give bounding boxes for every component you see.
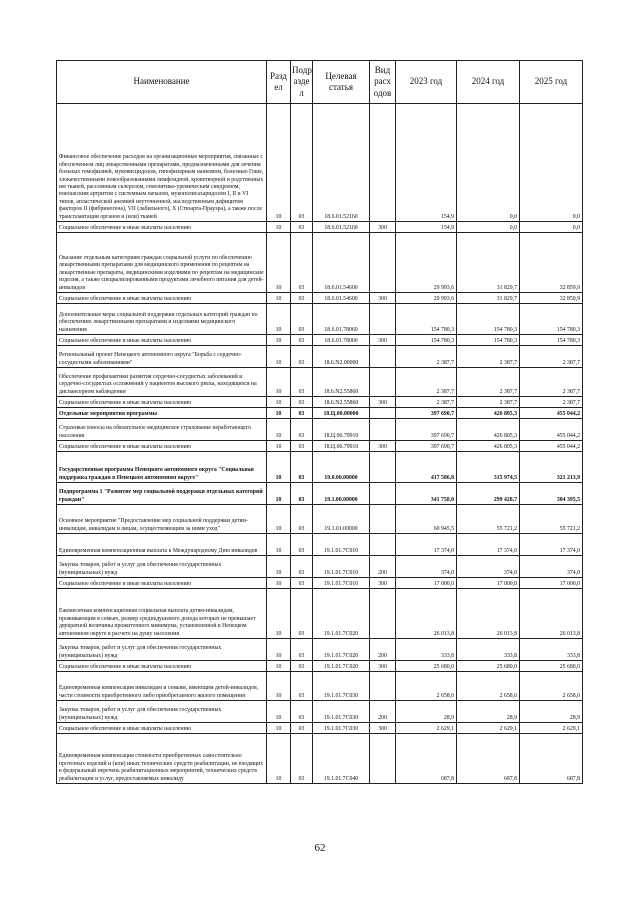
table-row xyxy=(57,408,583,419)
row-value-2023: 26 013,8 xyxy=(396,589,457,639)
row-value-2024: 299 428,7 xyxy=(457,483,520,505)
row-subsection: 03 xyxy=(291,505,313,534)
row-target: 18.6.01.54600 xyxy=(313,233,370,293)
row-subsection: 03 xyxy=(291,104,313,222)
row-expense-type xyxy=(370,304,396,335)
row-value-2024: 374,0 xyxy=(457,556,520,578)
row-name: Основное мероприятие "Предоставление мер социальной поддержки детям-инвалидам, инвалидам и лицам, осуществляющим за ними уход" xyxy=(57,505,267,534)
row-value-2024: 154 780,3 xyxy=(457,335,520,346)
header-2025: 2025 год xyxy=(520,61,583,104)
row-target: 19.1.00.00000 xyxy=(313,483,370,505)
row-expense-type: 200 xyxy=(370,701,396,723)
row-target: 18.Ц.00.00000 xyxy=(313,408,370,419)
row-target: 18.6.N2.55860 xyxy=(313,368,370,397)
header-expense-type: Вид расх одов xyxy=(370,61,396,104)
row-value-2023: 29 993,6 xyxy=(396,233,457,293)
row-value-2024: 426 805,3 xyxy=(457,441,520,452)
row-target: 18.6.01.78060 xyxy=(313,335,370,346)
table-header-row xyxy=(57,61,583,104)
row-subsection: 03 xyxy=(291,672,313,701)
row-name: Социальное обеспечение и иные выплаты населению xyxy=(57,293,267,304)
row-name: Финансовое обеспечение расходов на организационные мероприятия, связанные с обеспечением лиц лекарственными препаратами, предназначенными для лечения больных гемофилией, муковисцидозом, гипофизарным нанизмом, болезнью Гоше, злокачественными новообразованиями лимфоидной, кроветворной и родственных им тканей, рассеянным склерозом, гемолитико-уремическим синдромом, юношеским артритом с системным началом, мукополисахаридозом I, II и VI типов, апластической анемией неуточненной, наследственным дефицитом факторов II (фибриногена), VII (лабильного), X (Стюарта-Прауэра), а также после трансплантации органов и (или) тканей xyxy=(57,104,267,222)
table-row xyxy=(57,723,583,734)
row-value-2025: 2 387,7 xyxy=(520,397,583,408)
row-section: 10 xyxy=(267,723,291,734)
row-value-2024: 2 387,7 xyxy=(457,346,520,368)
row-expense-type xyxy=(370,452,396,483)
row-expense-type: 300 xyxy=(370,293,396,304)
row-target: 19.1.01.7С020 xyxy=(313,639,370,661)
row-expense-type: 300 xyxy=(370,335,396,346)
row-subsection: 03 xyxy=(291,578,313,589)
row-value-2024: 426 805,3 xyxy=(457,408,520,419)
row-section: 10 xyxy=(267,483,291,505)
row-value-2023: 154 780,3 xyxy=(396,335,457,346)
row-value-2024: 315 974,5 xyxy=(457,452,520,483)
row-value-2024: 17 374,0 xyxy=(457,534,520,556)
row-value-2024: 0,0 xyxy=(457,104,520,222)
table-row xyxy=(57,397,583,408)
row-target: 19.1.01.7С030 xyxy=(313,672,370,701)
row-section: 10 xyxy=(267,701,291,723)
row-name: Социальное обеспечение и иные выплаты населению xyxy=(57,661,267,672)
row-name: Социальное обеспечение и иные выплаты населению xyxy=(57,222,267,233)
row-target: 18.6.01.52160 xyxy=(313,104,370,222)
row-subsection: 03 xyxy=(291,368,313,397)
row-expense-type: 300 xyxy=(370,723,396,734)
row-value-2025: 333,8 xyxy=(520,639,583,661)
row-value-2023: 397 690,7 xyxy=(396,419,457,441)
row-name: Региональный проект Ненецкого автономного округа "Борьба с сердечно-сосудистыми заболеваниями" xyxy=(57,346,267,368)
table-row xyxy=(57,304,583,335)
row-subsection: 03 xyxy=(291,639,313,661)
row-value-2023: 60 945,5 xyxy=(396,505,457,534)
row-section: 10 xyxy=(267,335,291,346)
row-subsection: 03 xyxy=(291,408,313,419)
row-expense-type xyxy=(370,483,396,505)
row-name: Единовременная компенсационная выплата к Международному Дню инвалидов xyxy=(57,534,267,556)
header-section: Разд ел xyxy=(267,61,291,104)
row-value-2023: 2 387,7 xyxy=(396,397,457,408)
row-expense-type: 300 xyxy=(370,397,396,408)
row-value-2025: 455 044,2 xyxy=(520,441,583,452)
row-section: 10 xyxy=(267,452,291,483)
row-value-2024: 154 780,3 xyxy=(457,304,520,335)
row-name: Закупка товаров, работ и услуг для обеспечения государственных (муниципальных) нужд xyxy=(57,556,267,578)
row-section: 10 xyxy=(267,293,291,304)
row-value-2023: 28,9 xyxy=(396,701,457,723)
row-value-2025: 2 629,1 xyxy=(520,723,583,734)
row-value-2024: 2 387,7 xyxy=(457,368,520,397)
row-expense-type xyxy=(370,233,396,293)
table-row xyxy=(57,556,583,578)
row-section: 10 xyxy=(267,441,291,452)
row-value-2024: 2 658,0 xyxy=(457,672,520,701)
row-expense-type: 300 xyxy=(370,661,396,672)
row-subsection: 03 xyxy=(291,222,313,233)
table-row xyxy=(57,104,583,222)
row-name: Социальное обеспечение и иные выплаты населению xyxy=(57,723,267,734)
row-value-2023: 333,8 xyxy=(396,639,457,661)
row-value-2025: 154 780,3 xyxy=(520,304,583,335)
row-value-2023: 2 629,1 xyxy=(396,723,457,734)
row-value-2025: 32 859,9 xyxy=(520,233,583,293)
row-section: 10 xyxy=(267,734,291,784)
table-row xyxy=(57,293,583,304)
row-value-2025: 32 859,9 xyxy=(520,293,583,304)
row-target: 19.1.01.7С020 xyxy=(313,661,370,672)
row-name: Закупка товаров, работ и услуг для обеспечения государственных (муниципальных) нужд xyxy=(57,639,267,661)
row-value-2023: 154,9 xyxy=(396,222,457,233)
row-name: Страховые взносы на обязательное медицинское страхование неработающего населения xyxy=(57,419,267,441)
row-subsection: 03 xyxy=(291,441,313,452)
row-section: 10 xyxy=(267,578,291,589)
table-body xyxy=(57,104,583,784)
table-row xyxy=(57,534,583,556)
row-value-2025: 374,0 xyxy=(520,556,583,578)
table-row xyxy=(57,589,583,639)
row-value-2023: 29 993,6 xyxy=(396,293,457,304)
row-expense-type: 300 xyxy=(370,441,396,452)
row-subsection: 03 xyxy=(291,723,313,734)
row-value-2024: 55 721,2 xyxy=(457,505,520,534)
row-target: 19.1.01.7С010 xyxy=(313,534,370,556)
row-target: 19.0.00.00000 xyxy=(313,452,370,483)
row-value-2023: 687,8 xyxy=(396,734,457,784)
page-number: 62 xyxy=(314,842,326,854)
table-row xyxy=(57,368,583,397)
row-subsection: 03 xyxy=(291,452,313,483)
row-value-2025: 304 395,5 xyxy=(520,483,583,505)
row-target: 19.1.01.7С030 xyxy=(313,701,370,723)
row-value-2024: 333,8 xyxy=(457,639,520,661)
row-value-2023: 374,0 xyxy=(396,556,457,578)
row-target: 18.6.01.54600 xyxy=(313,293,370,304)
row-name: Дополнительные меры социальной поддержки отдельных категорий граждан по обеспечению лекарственными препаратами и изделиями медицинского назначения xyxy=(57,304,267,335)
row-name: Социальное обеспечение и иные выплаты населению xyxy=(57,441,267,452)
header-name: Наименование xyxy=(57,61,267,104)
row-section: 10 xyxy=(267,556,291,578)
table-row xyxy=(57,734,583,784)
row-subsection: 03 xyxy=(291,304,313,335)
row-value-2025: 28,9 xyxy=(520,701,583,723)
row-subsection: 03 xyxy=(291,661,313,672)
row-value-2023: 2 658,0 xyxy=(396,672,457,701)
row-target: 18.6.N2.55860 xyxy=(313,397,370,408)
table-row xyxy=(57,441,583,452)
row-target: 18.6.N2.00000 xyxy=(313,346,370,368)
row-value-2025: 455 044,2 xyxy=(520,408,583,419)
row-value-2025: 26 013,8 xyxy=(520,589,583,639)
row-value-2024: 0,0 xyxy=(457,222,520,233)
row-target: 19.1.01.7С030 xyxy=(313,723,370,734)
row-value-2024: 687,8 xyxy=(457,734,520,784)
row-value-2023: 25 680,0 xyxy=(396,661,457,672)
row-section: 10 xyxy=(267,639,291,661)
row-name: Ежемесячная компенсационная социальная выплата детям-инвалидам, проживающим в семьях, размер среднедушевого дохода которых не превышает двукратной величины прожиточного минимума, установленной в Ненецком автономном округе в расчете на душу населения xyxy=(57,589,267,639)
row-value-2025: 17 374,0 xyxy=(520,534,583,556)
table-row xyxy=(57,672,583,701)
row-value-2024: 426 805,3 xyxy=(457,419,520,441)
row-value-2025: 154 780,3 xyxy=(520,335,583,346)
row-name: Оказание отдельным категориям граждан социальной услуги по обеспечению лекарственными препаратами для медицинского применения по рецептам на лекарственные препараты, медицинскими изделиями по рецептам на медицинские изделия, а также специализированными продуктами лечебного питания для детей-инвалидов xyxy=(57,233,267,293)
row-value-2023: 2 387,7 xyxy=(396,346,457,368)
row-expense-type xyxy=(370,534,396,556)
row-value-2024: 2 629,1 xyxy=(457,723,520,734)
row-value-2023: 341 758,0 xyxy=(396,483,457,505)
row-subsection: 03 xyxy=(291,335,313,346)
row-value-2025: 25 680,0 xyxy=(520,661,583,672)
row-name: Единовременная компенсация стоимости приобретенных самостоятельно протезных изделий и (или) иных технических средств реабилитации, не входящих в федеральный перечень реабилитационных мероприятий, технических средств реабилитации и услуг, предоставляемых инвалиду xyxy=(57,734,267,784)
row-name: Обеспечение профилактики развития сердечно-сосудистых заболеваний и сердечно-сосудистых осложнений у пациентов высокого риска, находящихся на диспансерном наблюдении xyxy=(57,368,267,397)
row-value-2025: 687,8 xyxy=(520,734,583,784)
row-value-2023: 397 690,7 xyxy=(396,408,457,419)
row-value-2025: 55 721,2 xyxy=(520,505,583,534)
row-expense-type xyxy=(370,419,396,441)
row-subsection: 03 xyxy=(291,419,313,441)
table-row xyxy=(57,233,583,293)
row-section: 10 xyxy=(267,419,291,441)
header-subsection: Подр азде л xyxy=(291,61,313,104)
header-2024: 2024 год xyxy=(457,61,520,104)
row-value-2025: 0,0 xyxy=(520,222,583,233)
row-section: 10 xyxy=(267,408,291,419)
row-value-2023: 17 000,0 xyxy=(396,578,457,589)
row-subsection: 03 xyxy=(291,701,313,723)
row-target: 18.Ц.00.79910 xyxy=(313,441,370,452)
row-value-2023: 154,9 xyxy=(396,104,457,222)
row-target: 19.1.01.7С010 xyxy=(313,556,370,578)
row-expense-type xyxy=(370,368,396,397)
row-value-2023: 2 387,7 xyxy=(396,368,457,397)
row-expense-type: 200 xyxy=(370,556,396,578)
row-subsection: 03 xyxy=(291,483,313,505)
row-expense-type xyxy=(370,505,396,534)
row-name: Государственная программа Ненецкого автономного округа "Социальная поддержка граждан в Ненецком автономном округе" xyxy=(57,452,267,483)
row-expense-type xyxy=(370,104,396,222)
row-name: Единовременная компенсация инвалидам и семьям, имеющим детей-инвалидов, части стоимости приобретенного либо приобретаемого жилого помещения xyxy=(57,672,267,701)
row-value-2024: 31 829,7 xyxy=(457,233,520,293)
row-name: Закупка товаров, работ и услуг для обеспечения государственных (муниципальных) нужд xyxy=(57,701,267,723)
table-row xyxy=(57,701,583,723)
row-target: 19.1.01.7С040 xyxy=(313,734,370,784)
row-section: 10 xyxy=(267,661,291,672)
row-expense-type xyxy=(370,346,396,368)
row-target: 19.1.01.00000 xyxy=(313,505,370,534)
row-name: Социальное обеспечение и иные выплаты населению xyxy=(57,397,267,408)
row-target: 19.1.01.7С020 xyxy=(313,589,370,639)
row-section: 10 xyxy=(267,397,291,408)
row-section: 10 xyxy=(267,222,291,233)
row-section: 10 xyxy=(267,104,291,222)
row-section: 10 xyxy=(267,233,291,293)
row-value-2025: 0,0 xyxy=(520,104,583,222)
table-row xyxy=(57,578,583,589)
table-row xyxy=(57,639,583,661)
table-row xyxy=(57,505,583,534)
row-value-2023: 17 374,0 xyxy=(396,534,457,556)
row-subsection: 03 xyxy=(291,534,313,556)
row-value-2023: 397 690,7 xyxy=(396,441,457,452)
row-subsection: 03 xyxy=(291,734,313,784)
table-row xyxy=(57,483,583,505)
row-name: Отдельные мероприятия программы xyxy=(57,408,267,419)
row-section: 10 xyxy=(267,589,291,639)
row-section: 10 xyxy=(267,534,291,556)
row-expense-type xyxy=(370,672,396,701)
row-value-2025: 321 213,9 xyxy=(520,452,583,483)
table-row xyxy=(57,419,583,441)
row-value-2025: 2 387,7 xyxy=(520,368,583,397)
row-value-2024: 2 387,7 xyxy=(457,397,520,408)
row-value-2023: 154 780,3 xyxy=(396,304,457,335)
row-subsection: 03 xyxy=(291,346,313,368)
table-row xyxy=(57,661,583,672)
row-subsection: 03 xyxy=(291,397,313,408)
row-value-2025: 2 387,7 xyxy=(520,346,583,368)
row-target: 19.1.01.7С010 xyxy=(313,578,370,589)
row-expense-type: 200 xyxy=(370,639,396,661)
row-section: 10 xyxy=(267,304,291,335)
header-2023: 2023 год xyxy=(396,61,457,104)
row-value-2025: 17 000,0 xyxy=(520,578,583,589)
row-target: 18.6.01.78060 xyxy=(313,304,370,335)
row-expense-type: 300 xyxy=(370,222,396,233)
table-row xyxy=(57,335,583,346)
table-row xyxy=(57,346,583,368)
row-subsection: 03 xyxy=(291,233,313,293)
row-expense-type: 300 xyxy=(370,578,396,589)
row-value-2025: 455 044,2 xyxy=(520,419,583,441)
row-value-2023: 417 586,8 xyxy=(396,452,457,483)
row-name: Подпрограмма 1 "Развитие мер социальной поддержки отдельных категорий граждан" xyxy=(57,483,267,505)
row-value-2025: 2 658,0 xyxy=(520,672,583,701)
row-value-2024: 26 013,8 xyxy=(457,589,520,639)
row-subsection: 03 xyxy=(291,293,313,304)
row-section: 10 xyxy=(267,505,291,534)
header-target: Целевая статья xyxy=(313,61,370,104)
row-section: 10 xyxy=(267,368,291,397)
row-section: 10 xyxy=(267,346,291,368)
row-name: Социальное обеспечение и иные выплаты населению xyxy=(57,578,267,589)
row-target: 18.6.01.52160 xyxy=(313,222,370,233)
row-value-2024: 31 829,7 xyxy=(457,293,520,304)
table-row xyxy=(57,222,583,233)
row-value-2024: 28,9 xyxy=(457,701,520,723)
row-name: Социальное обеспечение и иные выплаты населению xyxy=(57,335,267,346)
table-row xyxy=(57,452,583,483)
row-expense-type xyxy=(370,408,396,419)
row-target: 18.Ц.00.79910 xyxy=(313,419,370,441)
budget-table xyxy=(56,60,583,784)
row-expense-type xyxy=(370,734,396,784)
row-subsection: 03 xyxy=(291,589,313,639)
row-subsection: 03 xyxy=(291,556,313,578)
row-value-2024: 25 680,0 xyxy=(457,661,520,672)
row-value-2024: 17 000,0 xyxy=(457,578,520,589)
row-expense-type xyxy=(370,589,396,639)
row-section: 10 xyxy=(267,672,291,701)
